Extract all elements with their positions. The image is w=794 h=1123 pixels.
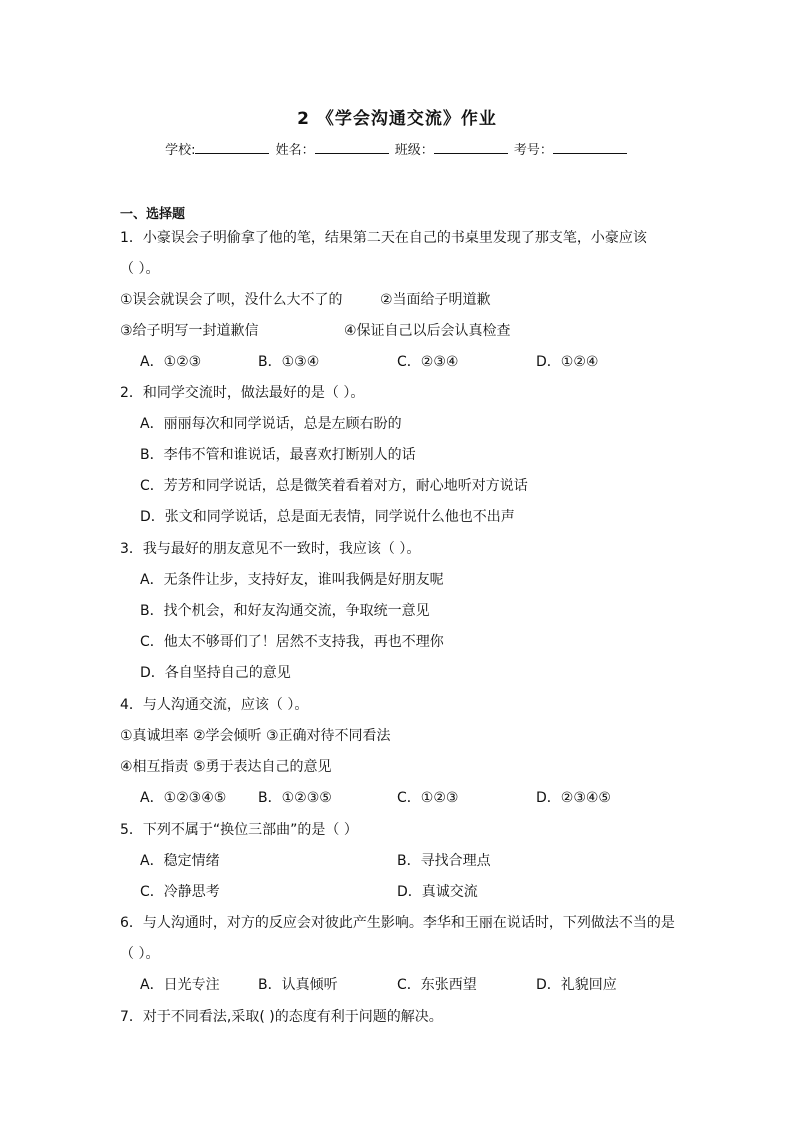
q4-option-a: A．①②③④⑤: [140, 790, 227, 806]
exam-number-blank: [553, 141, 627, 154]
name-blank: [315, 141, 389, 154]
q5-option-a: A．稳定情绪: [140, 853, 220, 869]
q6-option-b: B．认真倾听: [258, 977, 338, 993]
q1-option-c: C．②③④: [397, 354, 459, 370]
q6-stem-line2: （ ）。: [120, 946, 160, 962]
q1-item-4: ④保证自己以后会认真检查: [344, 323, 511, 339]
q5-option-c: C．冷静思考: [140, 884, 220, 900]
page-title: 2 《学会沟通交流》作业: [297, 109, 497, 129]
q1-option-b: B．①③④: [258, 354, 320, 370]
q1-item-1: ①误会就误会了呗，没什么大不了的: [120, 292, 343, 308]
q1-option-a: A．①②③: [140, 354, 202, 370]
q3-option-a: A．无条件让步，支持好友，谁叫我俩是好朋友呢: [140, 572, 444, 588]
q5-option-d: D．真诚交流: [397, 884, 478, 900]
q5-stem: 5．下列不属于“换位三部曲”的是（ ）: [120, 822, 358, 838]
q1-item-2: ②当面给子明道歉: [380, 292, 491, 308]
q7-stem: 7．对于不同看法,采取( )的态度有利于问题的解决。: [120, 1009, 443, 1025]
q6-option-d: D．礼貌回应: [536, 977, 617, 993]
class-label: 班级：: [394, 143, 434, 158]
q2-option-b: B．李伟不管和谁说话，最喜欢打断别人的话: [140, 447, 416, 463]
q2-option-a: A．丽丽每次和同学说话，总是左顾右盼的: [140, 416, 402, 432]
exam-number-label: 考号：: [513, 143, 553, 158]
q4-option-d: D．②③④⑤: [536, 790, 611, 806]
q4-option-c: C．①②③: [397, 790, 459, 806]
q6-option-c: C．东张西望: [397, 977, 477, 993]
name-label: 姓名：: [275, 143, 315, 158]
q2-stem: 2．和同学交流时，做法最好的是（ ）。: [120, 385, 365, 401]
q5-option-b: B．寻找合理点: [397, 853, 491, 869]
q3-stem: 3．我与最好的朋友意见不一致时，我应该（ ）。: [120, 541, 421, 557]
school-blank: [195, 141, 269, 154]
school-label: 学校:: [165, 143, 196, 158]
q4-stem: 4．与人沟通交流，应该（ ）。: [120, 697, 309, 713]
q1-item-3: ③给子明写一封道歉信: [120, 323, 259, 339]
q3-option-c: C．他太不够哥们了！居然不支持我，再也不理你: [140, 634, 444, 650]
q2-option-c: C．芳芳和同学说话，总是微笑着看着对方，耐心地听对方说话: [140, 478, 528, 494]
q1-option-d: D．①②④: [536, 354, 599, 370]
q4-items-line1: ①真诚坦率 ②学会倾听 ③正确对待不同看法: [120, 728, 391, 744]
q2-option-d: D．张文和同学说话，总是面无表情，同学说什么他也不出声: [140, 509, 515, 525]
q6-option-a: A．日光专注: [140, 977, 220, 993]
q6-stem-line1: 6．与人沟通时，对方的反应会对彼此产生影响。李华和王丽在说话时，下列做法不当的是: [120, 915, 675, 931]
section-title: 一、选择题: [120, 207, 186, 222]
q1-stem-line2: （ ）。: [120, 261, 160, 277]
q1-stem-line1: 1．小豪误会子明偷拿了他的笔，结果第二天在自己的书桌里发现了那支笔，小豪应该: [120, 230, 647, 246]
q3-option-d: D．各自坚持自己的意见: [140, 665, 291, 681]
q3-option-b: B．找个机会，和好友沟通交流，争取统一意见: [140, 603, 430, 619]
q4-option-b: B．①②③⑤: [258, 790, 332, 806]
q4-items-line2: ④相互指责 ⑤勇于表达自己的意见: [120, 759, 332, 775]
class-blank: [434, 141, 508, 154]
student-info-row: [0, 139, 794, 158]
